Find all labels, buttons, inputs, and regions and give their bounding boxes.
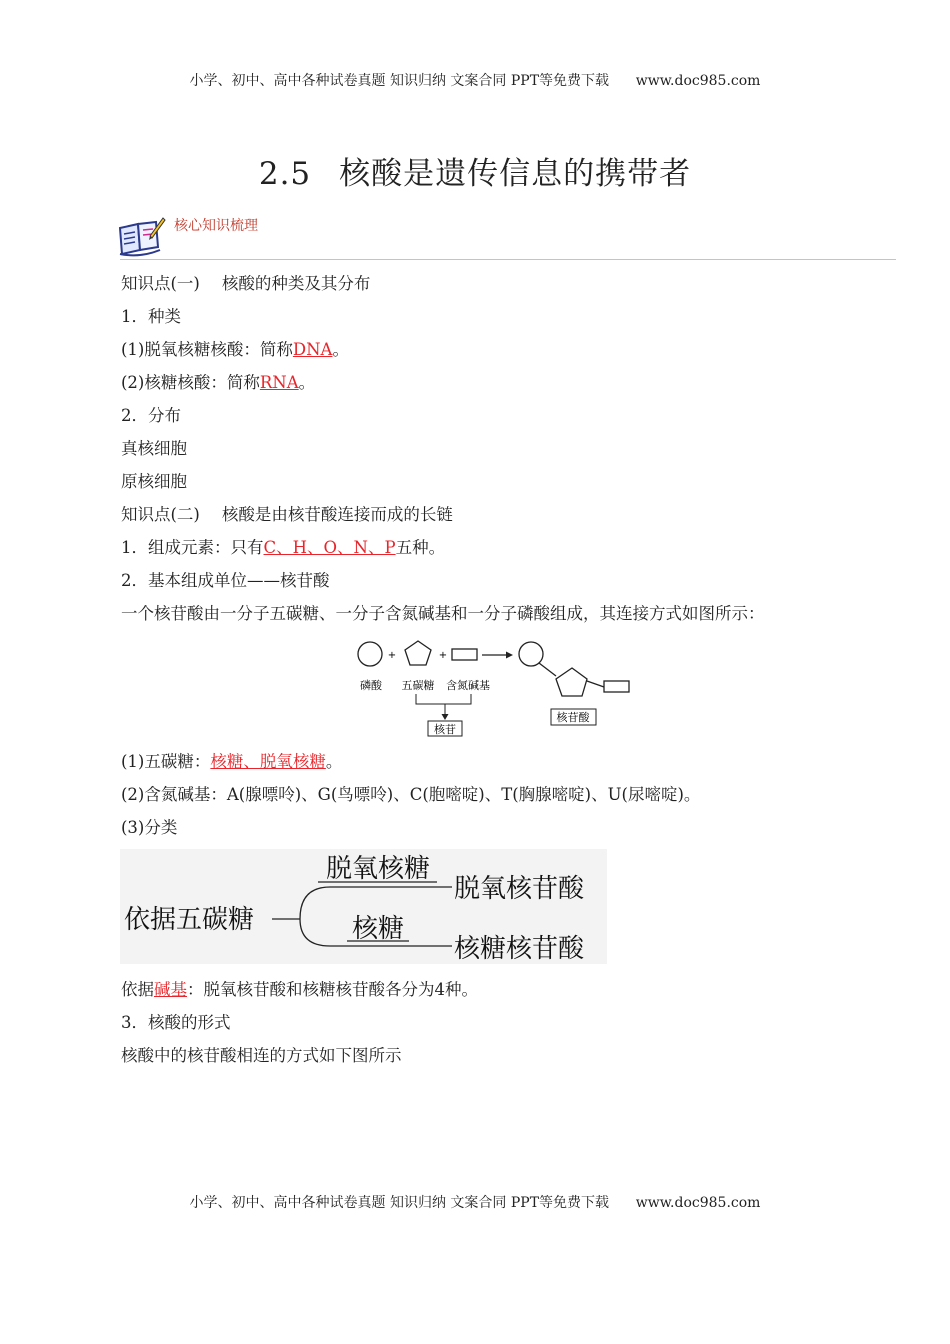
header-text: 小学、初中、高中各种试卷真题 知识归纳 文案合同 PPT等免费下载 xyxy=(189,73,610,89)
kp2-bases-line: (2)含氮碱基：A(腺嘌呤)、G(鸟嘌呤)、C(胞嘧啶)、T(胸腺嘧啶)、U(尿嘧啶)。 xyxy=(121,785,701,804)
rna-prefix: (2)核糖核酸：简称 xyxy=(121,373,260,392)
kp1-dna-line xyxy=(121,340,349,360)
figure-phosphate-label: 磷酸 xyxy=(360,679,382,692)
class-branch2-result: 核糖核苷酸 xyxy=(454,934,585,964)
sugar-answer: 核糖、脱氧核糖 xyxy=(210,752,326,771)
arrow-down-icon xyxy=(442,714,449,720)
nucleotide-base-icon xyxy=(604,681,629,692)
dna-prefix: (1)脱氧核糖核酸：简称 xyxy=(121,340,293,359)
kp1-eukaryote: 真核细胞 xyxy=(121,439,187,458)
title-text: 核酸是遗传信息的携带者 xyxy=(339,156,692,192)
classification-diagram xyxy=(120,849,607,964)
kp2-elements-line xyxy=(121,538,445,558)
kp2-form-heading: 3．核酸的形式 xyxy=(121,1013,231,1032)
figure-plus-1: + xyxy=(387,650,397,661)
class-branch1-result: 脱氧核苷酸 xyxy=(454,874,585,904)
kp2-sugar-line xyxy=(121,752,342,772)
header-url[interactable]: www.doc985.com xyxy=(635,73,761,89)
base-basis-prefix: 依据 xyxy=(121,980,154,999)
elements-suffix: 五种。 xyxy=(395,538,446,557)
figure-nucleotide-label: 核苷酸 xyxy=(556,711,590,724)
nucleotide-pentose-icon xyxy=(556,668,587,696)
rna-answer: RNA xyxy=(259,373,299,392)
arrow-right-icon xyxy=(506,652,513,659)
page-footer xyxy=(0,1192,950,1212)
kp1-rna-line xyxy=(121,373,315,393)
rna-suffix: 。 xyxy=(298,373,316,392)
kp1-types-heading: 1．种类 xyxy=(121,307,181,326)
elements-prefix: 1．组成元素：只有 xyxy=(121,538,264,557)
phosphate-circle-icon xyxy=(358,642,382,666)
kp2-heading-a: 知识点(二) xyxy=(121,505,200,524)
kp2-base-basis-line xyxy=(121,980,478,1000)
base-basis-answer: 碱基 xyxy=(154,980,187,999)
figure-plus-2: + xyxy=(438,650,448,661)
page-header xyxy=(0,70,950,90)
class-branch1-sugar: 脱氧核糖 xyxy=(325,854,431,884)
base-rectangle-icon xyxy=(452,649,477,660)
class-root: 依据五碳糖 xyxy=(124,905,255,935)
section-label: 核心知识梳理 xyxy=(174,218,258,234)
section-divider xyxy=(120,259,896,260)
figure-base-label: 含氮碱基 xyxy=(446,679,490,692)
dna-suffix: 。 xyxy=(332,340,349,359)
sugar-suffix: 。 xyxy=(325,752,343,771)
kp2-form-desc: 核酸中的核苷酸相连的方式如下图所示 xyxy=(121,1046,402,1065)
page-title xyxy=(0,148,950,193)
elements-answer: C、H、O、N、P xyxy=(263,538,396,557)
kp2-heading-b: 核酸是由核苷酸连接而成的长链 xyxy=(221,505,453,524)
book-pencil-icon xyxy=(116,214,166,258)
nucleotide-figure xyxy=(350,634,640,742)
footer-text: 小学、初中、高中各种试卷真题 知识归纳 文案合同 PPT等免费下载 xyxy=(189,1195,610,1211)
kp1-heading-b: 核酸的种类及其分布 xyxy=(221,274,371,293)
nucleotide-phosphate-icon xyxy=(519,642,543,666)
kp2-classify-heading: (3)分类 xyxy=(121,818,178,837)
figure-nucleoside-label: 核苷 xyxy=(434,723,456,736)
base-basis-suffix: ：脱氧核苷酸和核糖核苷酸各分为4种。 xyxy=(187,980,478,999)
kp2-heading xyxy=(121,505,453,525)
class-branch2-sugar: 核糖 xyxy=(351,914,405,944)
kp1-heading xyxy=(121,274,370,294)
footer-url[interactable]: www.doc985.com xyxy=(635,1195,761,1211)
title-number: 2.5 xyxy=(258,156,312,192)
sugar-prefix: (1)五碳糖： xyxy=(121,752,211,771)
kp2-unit-heading: 2．基本组成单位——核苷酸 xyxy=(121,571,330,590)
pentose-pentagon-icon xyxy=(405,641,431,665)
kp1-distribution-heading: 2．分布 xyxy=(121,406,181,425)
kp2-unit-desc: 一个核苷酸由一分子五碳糖、一分子含氮碱基和一分子磷酸组成，其连接方式如图所示： xyxy=(121,604,765,623)
kp1-prokaryote: 原核细胞 xyxy=(121,472,187,491)
dna-answer: DNA xyxy=(292,340,333,359)
figure-pentose-label: 五碳糖 xyxy=(401,679,435,692)
kp1-heading-a: 知识点(一) xyxy=(121,274,200,293)
